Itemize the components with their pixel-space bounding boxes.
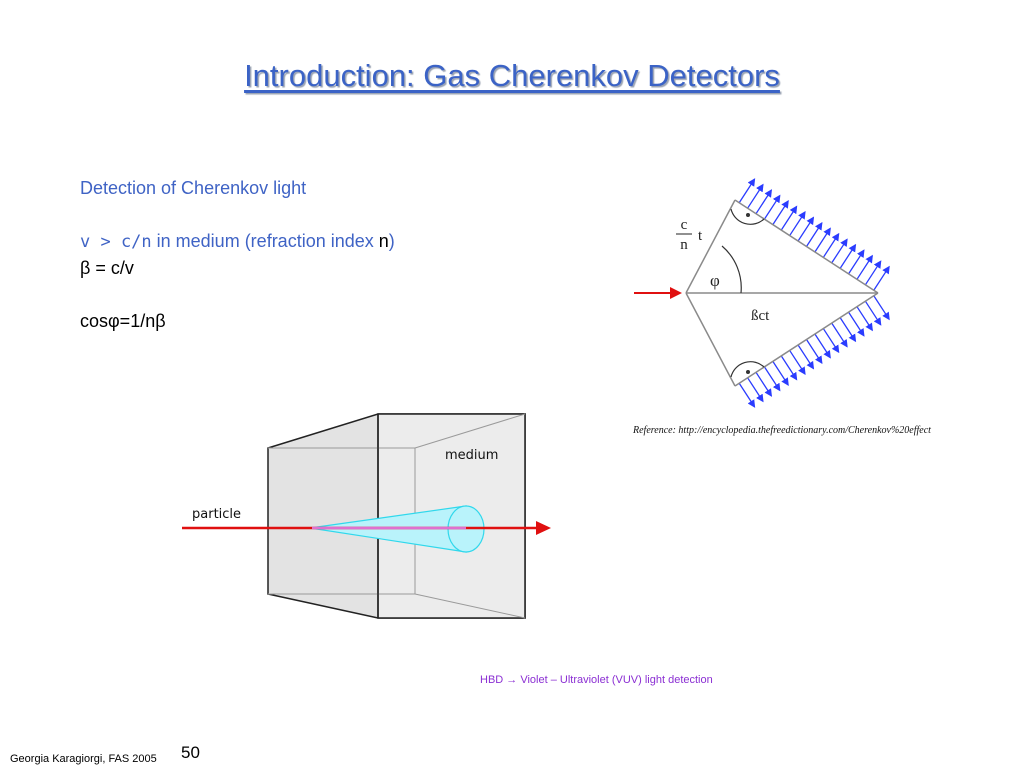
label-beta-ct: ßct	[751, 308, 770, 324]
label-phi: φ	[710, 271, 720, 290]
heading-detection: Detection of Cherenkov light	[80, 178, 307, 198]
particle-arrowhead	[536, 521, 551, 535]
label-particle: particle	[192, 507, 242, 522]
lower-right-angle-dot	[746, 370, 750, 374]
label-n: n	[680, 237, 688, 253]
hbd-note: HBD → Violet – Ultraviolet (VUV) light detection	[480, 674, 713, 686]
bullet-list	[80, 175, 600, 334]
condition-line	[80, 228, 600, 255]
label-c: c	[680, 217, 688, 233]
condition-middle: in medium (refraction index	[151, 231, 379, 251]
condition-lhs: v > c/n	[80, 232, 152, 252]
upper-right-angle-dot	[746, 213, 750, 217]
blank-line	[80, 201, 600, 228]
page-number: 50	[181, 743, 200, 762]
label-medium: medium	[445, 448, 499, 463]
condition-n: n	[378, 231, 389, 251]
cherenkov-medium-diagram	[175, 405, 555, 630]
cherenkov-cone-diagram	[632, 165, 912, 420]
beta-definition: β = c/v	[80, 258, 134, 278]
cos-formula: cosφ=1/nβ	[80, 311, 166, 331]
condition-close: )	[388, 231, 395, 251]
reference-citation: Reference: http://encyclopedia.thefreedictionary.com/Cherenkov%20effect	[633, 425, 931, 436]
slide-title: Introduction: Gas Cherenkov Detectors	[244, 58, 780, 93]
footer-author: Georgia Karagiorgi, FAS 2005	[10, 753, 157, 765]
blank-line	[80, 281, 600, 308]
label-t: t	[698, 228, 703, 244]
